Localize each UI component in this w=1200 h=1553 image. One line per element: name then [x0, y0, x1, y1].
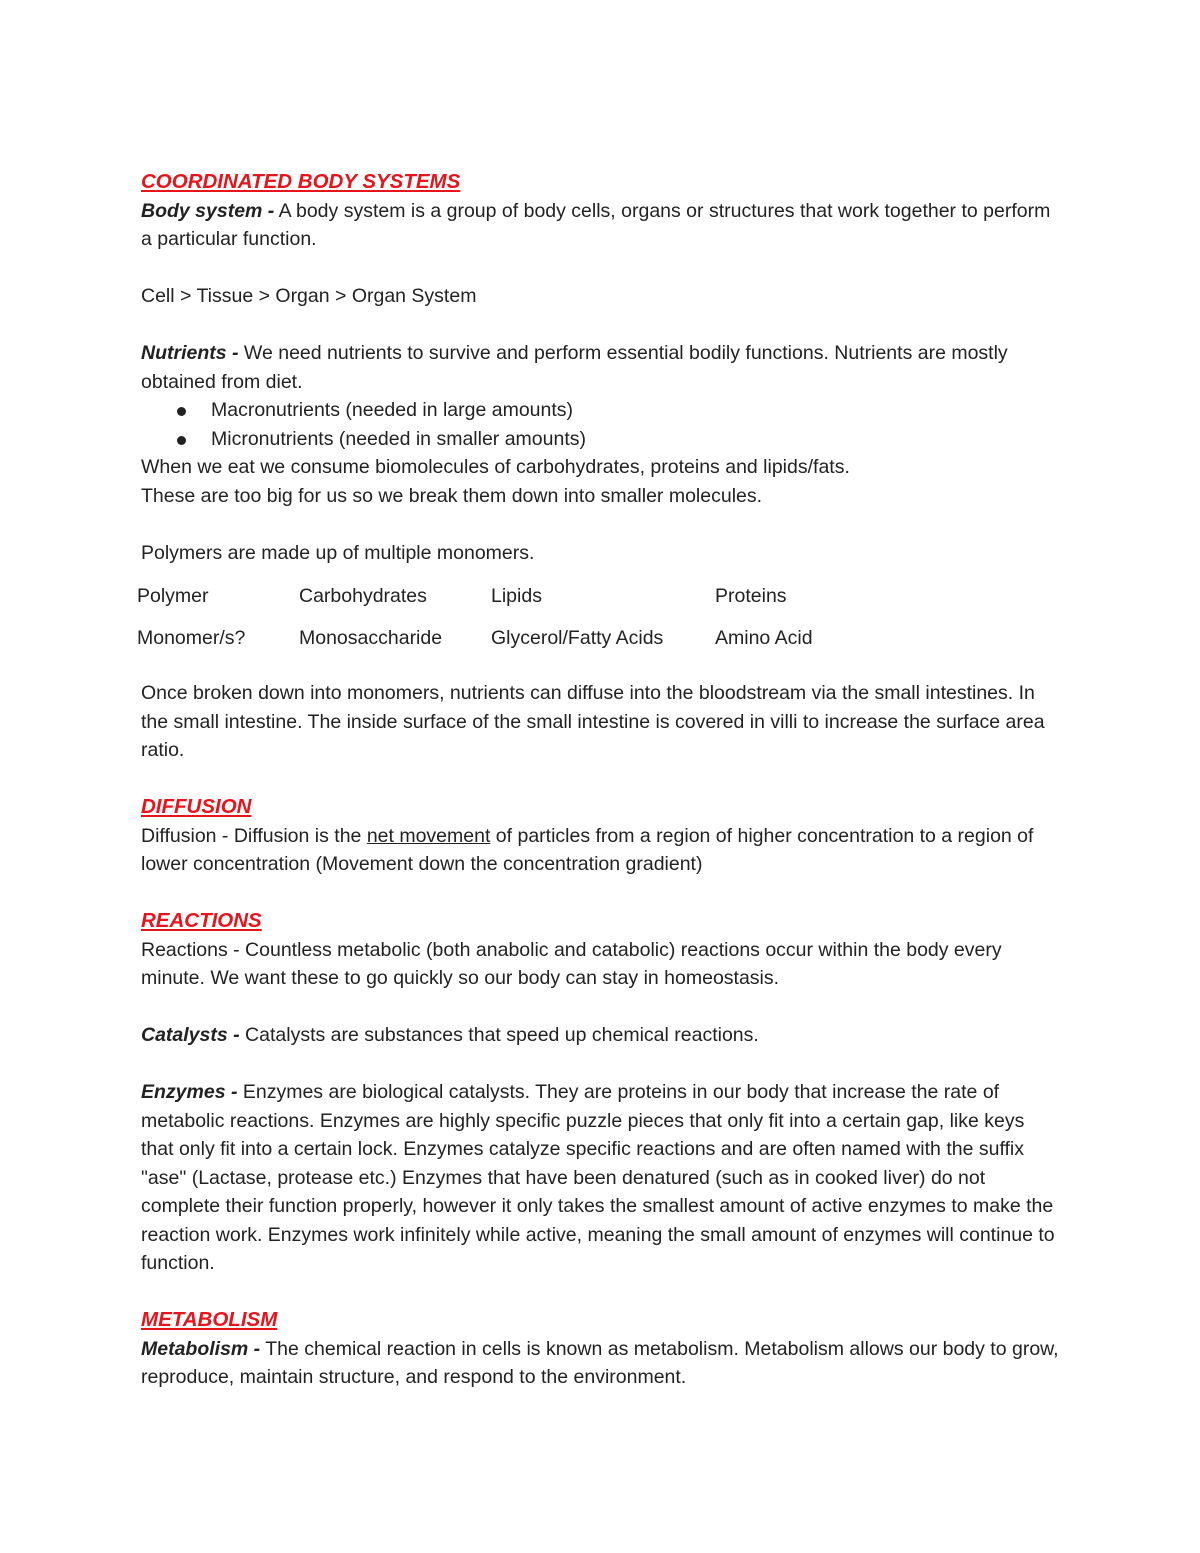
- body-system-paragraph: [141, 197, 1061, 254]
- catalysts-paragraph: [141, 1021, 1061, 1050]
- diffusion-text-after: of particles from a region of higher concentration to a region of lower concentration (Movement down the concentration gradient): [141, 824, 1034, 875]
- diffusion-underlined-term: net movement: [366, 824, 491, 847]
- heading-metabolism: METABOLISM: [141, 1308, 278, 1331]
- polymers-line: Polymers are made up of multiple monomers.: [141, 541, 535, 564]
- enzymes-term: Enzymes -: [141, 1081, 238, 1103]
- table-cell: Lipids: [491, 584, 542, 607]
- polymer-monomer-table: [137, 575, 915, 659]
- body-system-text: A body system is a group of body cells, organs or structures that work together to perform a particular function.: [141, 199, 1051, 250]
- monomers-paragraph: Once broken down into monomers, nutrients can diffuse into the bloodstream via the small intestines. In the small intestine. The inside surface of the small intestine is covered in villi to increase the surface area ratio.: [141, 682, 1045, 761]
- list-item: [141, 396, 1061, 425]
- bullet-text: Macronutrients (needed in large amounts): [211, 399, 574, 421]
- metabolism-text: The chemical reaction in cells is known as metabolism. Metabolism allows our body to grow, reproduce, maintain structure, and respond to the environment.: [141, 1337, 1059, 1388]
- table-cell: Polymer: [137, 584, 209, 607]
- nutrients-paragraph: [141, 339, 1061, 396]
- enzymes-text: Enzymes are biological catalysts. They are proteins in our body that increase the rate of metabolic reactions. Enzymes are highly specific puzzle pieces that only fit into a certain gap, like keys that only fit into a certain lock. Enzymes catalyze specific reactions and are often named with the suffix "ase" (Lactase, protease etc.) Enzymes that have been denatured (such as in cooked liver) do not complete their function properly, however it only takes the smallest amount of active enzymes to make the reaction work. Enzymes work infinitely while active, meaning the small amount of enzymes will continue to function.: [141, 1081, 1055, 1274]
- document-page: [137, 168, 1061, 1392]
- table-cell: Carbohydrates: [299, 584, 427, 607]
- bullet-icon: [177, 436, 186, 445]
- table-row: [137, 575, 915, 617]
- diffusion-paragraph: [141, 822, 1061, 879]
- reactions-paragraph: Reactions - Countless metabolic (both anabolic and catabolic) reactions occur within the body every minute. We want these to go quickly so our body can stay in homeostasis.: [141, 938, 1002, 989]
- metabolism-paragraph: [141, 1335, 1061, 1392]
- enzymes-paragraph: [141, 1078, 1061, 1278]
- break-line: These are too big for us so we break them down into smaller molecules.: [141, 484, 763, 507]
- heading-coordinated-body-systems: COORDINATED BODY SYSTEMS: [141, 170, 461, 193]
- nutrient-bullet-list: [141, 396, 1061, 453]
- metabolism-term: Metabolism -: [141, 1337, 261, 1360]
- table-cell: Proteins: [715, 584, 787, 607]
- catalysts-term: Catalysts -: [141, 1024, 240, 1046]
- heading-reactions: REACTIONS: [141, 909, 262, 932]
- body-system-term: Body system -: [141, 199, 275, 222]
- bullet-icon: [177, 407, 186, 416]
- catalysts-text: Catalysts are substances that speed up chemical reactions.: [239, 1024, 759, 1046]
- bullet-text: Micronutrients (needed in smaller amounts): [211, 427, 586, 450]
- table-cell: Monosaccharide: [299, 626, 443, 649]
- consume-line: When we eat we consume biomolecules of carbohydrates, proteins and lipids/fats.: [141, 456, 850, 478]
- table-cell: Glycerol/Fatty Acids: [491, 626, 664, 649]
- heading-diffusion: DIFFUSION: [141, 795, 252, 818]
- list-item: [141, 425, 1061, 454]
- diffusion-text-before: Diffusion - Diffusion is the: [141, 824, 367, 847]
- hierarchy-line: Cell > Tissue > Organ > Organ System: [141, 285, 477, 307]
- nutrients-text: We need nutrients to survive and perform essential bodily functions. Nutrients are mostly obtained from diet.: [141, 342, 1008, 393]
- nutrients-term: Nutrients -: [141, 342, 239, 364]
- table-cell: Amino Acid: [715, 626, 813, 649]
- table-row: [137, 617, 915, 659]
- table-cell: Monomer/s?: [137, 626, 246, 649]
